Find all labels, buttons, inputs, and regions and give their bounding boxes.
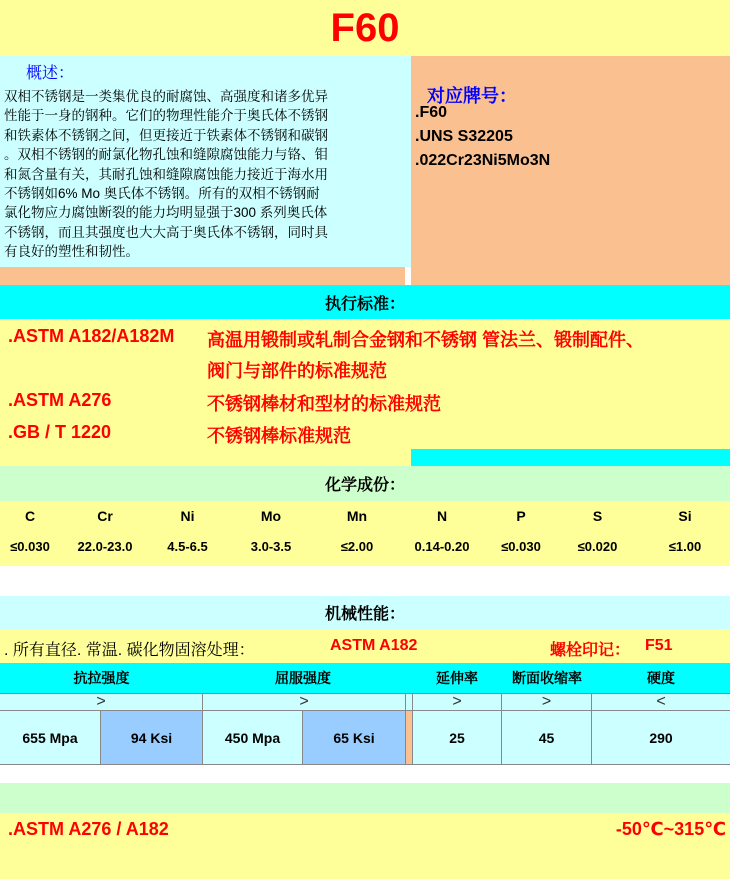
footer-temperature: -50℃~315℃ (615, 819, 726, 839)
divider-strip (411, 449, 730, 466)
overview-line: 有良好的塑性和韧性。 (4, 244, 139, 260)
yield-ksi: 65 Ksi (303, 711, 406, 764)
header-elongation: 延伸率 (436, 670, 478, 686)
spacer (0, 566, 730, 596)
header-tensile: 抗拉强度 (73, 670, 130, 686)
standards-heading-bar (0, 285, 730, 319)
standards-panel (0, 319, 730, 449)
title-bar (0, 0, 730, 56)
chemistry-heading: 化学成份： (324, 477, 405, 494)
value-cell: 22.0-23.0 (77, 538, 133, 554)
element-cell: S (592, 508, 603, 524)
overview-line: 和铁素体不锈钢之间，但更接近于铁素体不锈钢和碳钢 (4, 127, 328, 143)
overview-line: 和氮含量有关，其耐孔蚀和缝隙腐蚀能力接近于海水用 (4, 166, 328, 182)
mechanical-heading: 机械性能： (324, 606, 405, 623)
footer-bottom (0, 846, 730, 879)
tensile-ksi: 94 Ksi (101, 711, 203, 764)
value-cell: ≤2.00 (340, 538, 374, 554)
header-hardness: 硬度 (647, 670, 675, 686)
divider-strip (411, 267, 730, 285)
value-cell: ≤0.020 (577, 538, 618, 554)
overview-line: 不锈钢，而且其强度也大大高于奥氏体不锈钢，同时具 (4, 224, 328, 240)
elongation-value: 25 (412, 711, 502, 764)
element-cell: P (516, 508, 526, 524)
value-cell: ≤1.00 (668, 538, 702, 554)
mechanical-header-row (0, 663, 730, 693)
overview-panel (0, 56, 405, 267)
mechanical-symbol-row (0, 693, 730, 711)
chemistry-heading-bar (0, 466, 730, 501)
condition-row (0, 629, 730, 663)
overview-line: 。双相不锈钢的耐氯化物孔蚀和缝隙腐蚀能力与铬、钼 (4, 147, 328, 163)
footer-standard: .ASTM A276 / A182 (8, 819, 169, 839)
reduction-value: 45 (502, 711, 592, 764)
divider-strip (0, 267, 405, 285)
mechanical-heading-bar (0, 596, 730, 629)
standard-desc: 高温用锻制或轧制合金钢和不锈钢 管法兰、锻制配件、 (207, 330, 644, 350)
value-cell: ≤0.030 (10, 538, 50, 554)
symbol-cell: < (656, 693, 666, 710)
hardness-value: 290 (592, 711, 730, 764)
standard-code: .ASTM A276 (8, 390, 112, 410)
overview-line: 不锈钢如6% Mo 奥氏体不锈钢。所有的双相不锈钢耐 (4, 186, 320, 202)
overview-text (4, 87, 404, 262)
element-cell: Ni (180, 508, 195, 524)
grades-heading: 对应牌号： (427, 86, 517, 106)
overview-line: 双相不锈钢是一类集优良的耐腐蚀、高强度和诸多优异 (4, 89, 328, 104)
overview-line: 氯化物应力腐蚀断裂的能力均明显强于300 系列奥氏体 (4, 205, 328, 221)
spacer (0, 766, 730, 783)
bolt-label: 螺栓印记： (550, 642, 631, 659)
element-cell: Mo (260, 508, 282, 524)
standards-heading: 执行标准： (324, 295, 405, 313)
condition-standard: ASTM A182 (330, 637, 418, 654)
footer-row (0, 813, 730, 846)
value-cell: 4.5-6.5 (167, 538, 208, 554)
mechanical-value-row (0, 711, 730, 765)
header-yield: 屈服强度 (275, 670, 331, 686)
chemistry-table (0, 501, 730, 566)
grade-item: .UNS S32205 (415, 128, 513, 145)
element-cell: C (24, 508, 36, 524)
page-title: F60 (330, 5, 400, 50)
grade-item: .F60 (415, 104, 448, 121)
overview-heading: 概述： (26, 65, 75, 82)
symbol-cell: > (203, 694, 406, 710)
tensile-mpa: 655 Mpa (0, 711, 101, 764)
element-cell: Mn (346, 508, 368, 524)
value-cell: 0.14-0.20 (414, 538, 470, 554)
symbol-cell: > (502, 694, 592, 710)
chemistry-value-row (0, 531, 730, 561)
condition-text: . 所有直径. 常温. 碳化物固溶处理： (4, 642, 255, 659)
element-cell: N (436, 508, 448, 524)
standard-desc: 不锈钢棒标准规范 (207, 426, 351, 446)
element-cell: Cr (97, 508, 113, 524)
symbol-cell: > (0, 694, 203, 710)
standard-code: .ASTM A182/A182M (8, 326, 175, 346)
overview-line: 性能于一身的钢种。它们的物理性能介于奥氏体不锈钢 (4, 108, 328, 124)
symbol-cell: > (412, 694, 502, 710)
footer-strip (0, 783, 730, 813)
value-cell: ≤0.030 (501, 538, 541, 554)
bolt-value: F51 (645, 637, 673, 654)
divider-strip (0, 449, 411, 466)
yield-mpa: 450 Mpa (203, 711, 303, 764)
element-cell: Si (678, 508, 692, 524)
standard-code: .GB / T 1220 (8, 422, 112, 442)
chemistry-element-row (0, 501, 730, 531)
header-reduction: 断面收缩率 (512, 670, 582, 686)
value-cell: 3.0-3.5 (250, 538, 292, 554)
standard-desc: 阀门与部件的标准规范 (207, 361, 387, 381)
grade-item: .022Cr23Ni5Mo3N (415, 152, 551, 169)
grades-panel (411, 56, 730, 267)
standard-desc: 不锈钢棒材和型材的标准规范 (207, 394, 441, 414)
